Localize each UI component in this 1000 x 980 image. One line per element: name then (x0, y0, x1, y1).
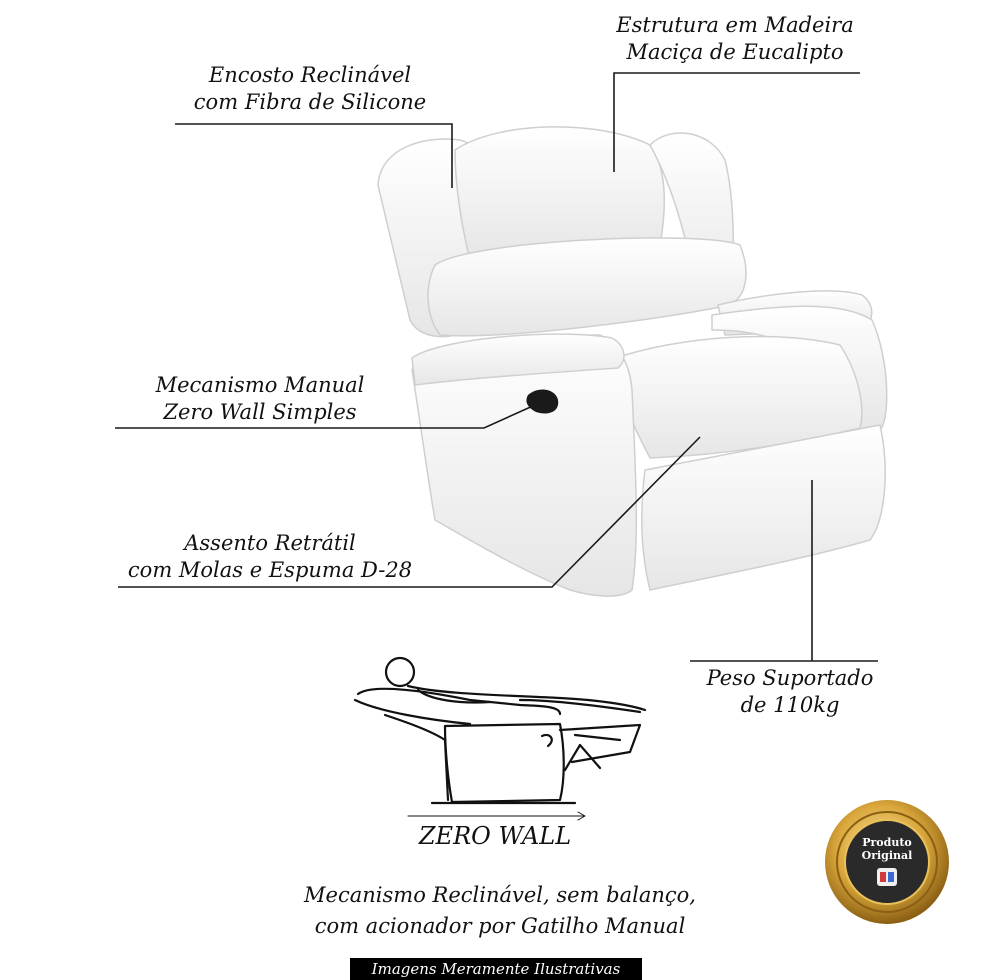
callout-estrutura-line1: Estrutura em Madeira (616, 13, 854, 37)
callout-estrutura-line2: Maciça de Eucalipto (626, 40, 844, 64)
callout-assento (120, 530, 420, 584)
description-line1: Mecanismo Reclinável, sem balanço, (304, 883, 696, 907)
seal-label (832, 836, 942, 862)
description-line2: com acionador por Gatilho Manual (314, 914, 686, 938)
seal-line2: Original (861, 849, 913, 862)
callout-mecanismo-line2: Zero Wall Simples (163, 400, 357, 424)
callout-peso (690, 665, 890, 719)
callout-assento-line1: Assento Retrátil (184, 531, 356, 555)
callout-mecanismo-line1: Mecanismo Manual (155, 373, 365, 397)
produto-original-seal (825, 800, 949, 924)
callout-mecanismo (130, 372, 390, 426)
callout-encosto-line1: Encosto Reclinável (208, 63, 412, 87)
callout-estrutura (590, 12, 880, 66)
callout-encosto (170, 62, 450, 116)
diagram-title: ZERO WALL (418, 822, 572, 850)
seal-line1: Produto (862, 836, 912, 849)
callout-assento-line2: com Molas e Espuma D-28 (127, 558, 413, 582)
armchair (378, 127, 887, 596)
footer-bar (350, 958, 642, 980)
zero-wall-diagram (355, 658, 645, 820)
footer-disclaimer: Imagens Meramente Ilustrativas (371, 960, 621, 978)
mechanism-description (270, 880, 730, 942)
callout-encosto-line2: com Fibra de Silicone (193, 90, 427, 114)
callout-peso-line2: de 110kg (740, 693, 840, 717)
callout-peso-line1: Peso Suportado (706, 666, 874, 690)
